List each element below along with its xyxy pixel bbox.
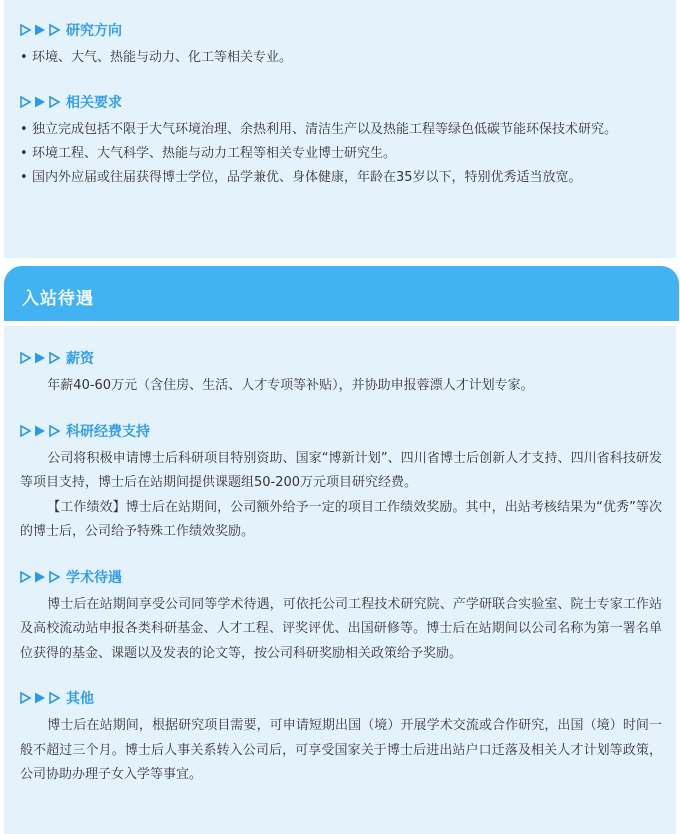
paragraph: 年薪40-60万元（含住房、生活、人才专项等补贴），并协助申报蓉漂人才计划专家。 [47,378,534,393]
banner-title: 入站待遇 [22,289,94,309]
paragraph: 【工作绩效】博士后在站期间，公司额外给予一定的项目工作绩效奖励。其中，出站考核结果为“优秀”等次的博士后，公司给予特殊工作绩效奖励。 [20,499,662,539]
section-research-title: 研究方向 [66,23,122,39]
triangle-arrows-icon [20,692,64,704]
section-other-title: 其他 [66,691,94,707]
list-item: • 环境、大气、热能与动力、化工等相关专业。 [20,46,662,70]
list-item: • 国内外应届或往届获得博士学位，品学兼优、身体健康，年龄在35岁以下，特别优秀适当放宽。 [20,166,662,190]
section-research-heading [20,20,662,40]
section-salary-heading [20,348,662,368]
paragraph: 博士后在站期间享受公司同等学术待遇，可依托公司工程技术研究院、产学研联合实验室、院士专家工作站及高校流动站申报各类科研基金、人才工程、评奖评优、出国研修等。博士后在站期间以公司名称为第一署名单位获得的基金、课题以及发表的论文等，按公司科研奖励相关政策给予奖励。 [20,596,662,661]
benefits-panel [4,326,676,834]
benefits-banner [4,266,679,321]
triangle-arrows-icon [20,96,64,108]
section-requirements-heading [20,92,662,112]
triangle-arrows-icon [20,571,64,583]
bullet-dot-icon: • [20,122,28,137]
list-item: • 独立完成包括不限于大气环境治理、余热利用、清洁生产以及热能工程等绿色低碳节能环保技术研究。 [20,118,662,142]
section-salary-title: 薪资 [66,351,94,367]
paragraph: 博士后在站期间，根据研究项目需要，可申请短期出国（境）开展学术交流或合作研究，出国（境）时间一般不超过三个月。博士后人事关系转入公司后，可享受国家关于博士后进出站户口迁落及相关人才计划等政策，公司协助办理子女入学等事宜。 [20,718,662,782]
paragraph: 公司将积极申请博士后科研项目特别资助、国家“博新计划”、四川省博士后创新人才支持、四川省科技研发等项目支持，博士后在站期间提供课题组50-200万元项目研究经费。 [20,450,662,490]
bullet-dot-icon: • [20,50,28,65]
triangle-arrows-icon [20,425,64,437]
section-academic-title: 学术待遇 [66,569,122,586]
section-funding-heading [20,421,662,441]
triangle-arrows-icon [20,24,64,36]
section-other-heading [20,688,662,708]
section-requirements-title: 相关要求 [66,95,122,111]
bullet-dot-icon: • [20,170,28,185]
bullet-dot-icon: • [20,146,28,161]
section-funding-title: 科研经费支持 [66,423,150,440]
section-academic-heading [20,567,662,587]
triangle-arrows-icon [20,352,64,364]
requirements-panel [4,0,676,258]
list-item: • 环境工程、大气科学、热能与动力工程等相关专业博士研究生。 [20,142,662,166]
